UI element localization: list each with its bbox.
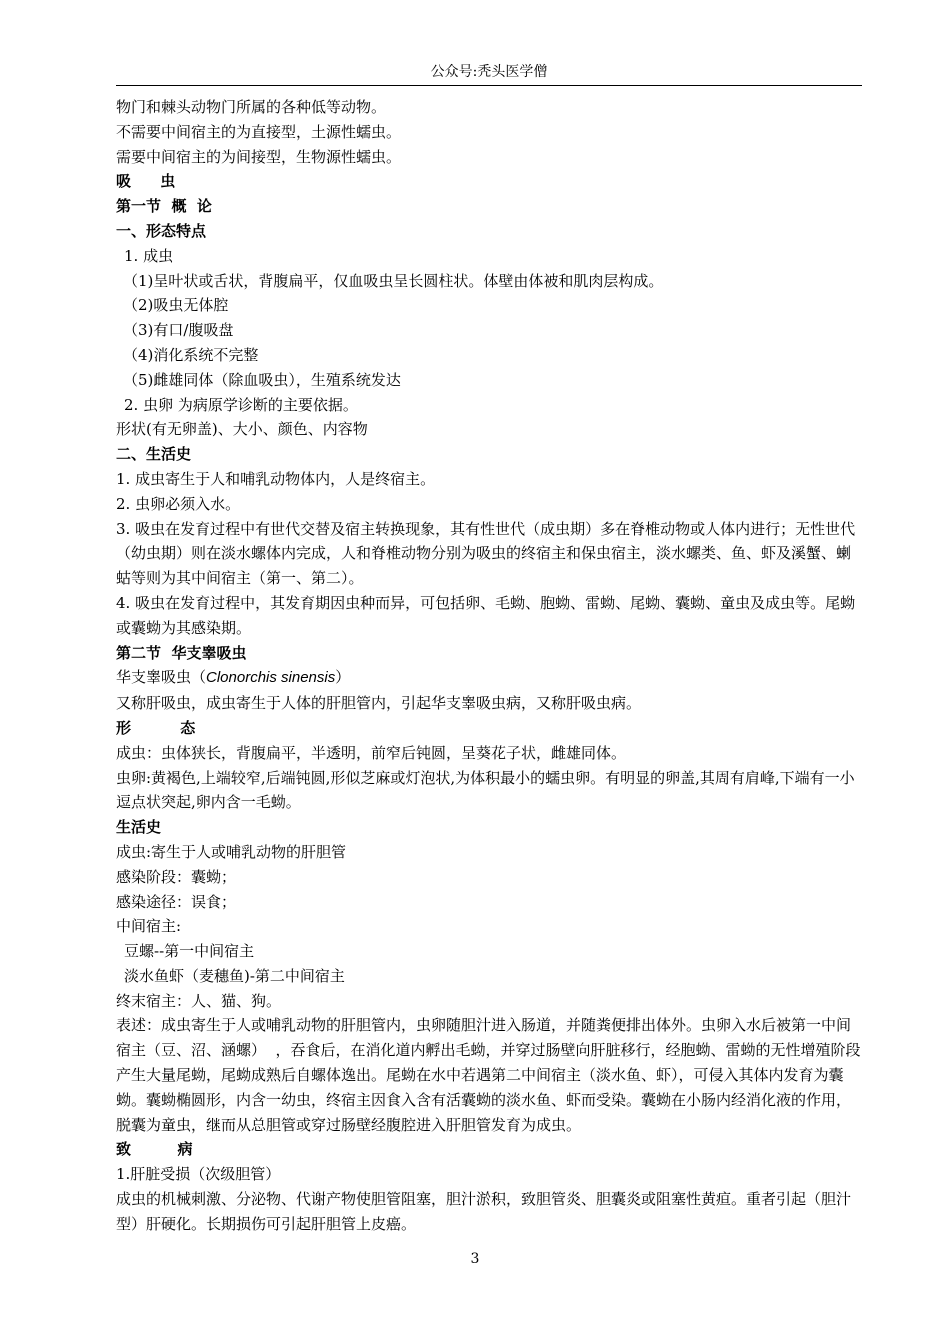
text-line: 1. 成虫 <box>124 246 174 265</box>
text-line: 需要中间宿主的为间接型，生物源性蠕虫。 <box>116 147 402 166</box>
text-line: 1.肝脏受损（次级胆管） <box>116 1165 281 1184</box>
latin-name: Clonorchis sinensis <box>206 669 336 687</box>
document-body <box>116 95 864 1237</box>
subsection-heading: 生活史 <box>116 818 162 837</box>
list-item: （5)雌雄同体（除血吸虫），生殖系统发达 <box>123 370 401 389</box>
list-item: （4)消化系统不完整 <box>123 345 259 364</box>
paragraph: 虫卵:黄褐色,上端较窄,后端钝圆,形似芝麻或灯泡状,为体积最小的蠕虫卵。有明显的卵盖,其周有肩峰,下端有一小逗点状突起,卵内含一毛蚴。 <box>116 768 855 812</box>
page-header: 公众号:秃头医学僧 <box>430 64 548 80</box>
subsection-heading: 二、生活史 <box>116 445 192 464</box>
list-item: （1)呈叶状或舌状，背腹扁平，仅血吸虫呈长圆柱状。体壁由体被和肌肉层构成。 <box>123 271 664 290</box>
text-line: 1. 成虫寄生于人和哺乳动物体内，人是终宿主。 <box>116 469 436 488</box>
paragraph: 3. 吸虫在发育过程中有世代交替及宿主转换现象，其有性世代（成虫期）多在脊椎动物或人体内进行；无性世代（幼虫期）则在淡水螺体内完成，人和脊椎动物分别为吸虫的终宿主和保虫宿主，淡水螺类、鱼、虾及溪蟹、蝲蛄等则为其中间宿主（第一、第二）。 <box>116 519 856 588</box>
section-heading: 吸 虫 <box>116 172 188 191</box>
text-line: 不需要中间宿主的为直接型，土源性蠕虫。 <box>116 122 402 141</box>
text-line: 感染途径：误食； <box>116 892 237 911</box>
text-line: 2. 虫卵 为病原学诊断的主要依据。 <box>124 395 358 414</box>
subsection-heading: 致 病 <box>116 1140 205 1159</box>
header-rule <box>116 85 862 86</box>
text-line: 2. 虫卵必须入水。 <box>116 494 241 513</box>
text-line: 中间宿主: <box>116 917 182 936</box>
subsection-heading: 形 态 <box>116 718 218 737</box>
paragraph: 成虫的机械刺激、分泌物、代谢产物使胆管阻塞，胆汁淤积，致胆管炎、胆囊炎或阻塞性黄疸。重者引起（胆汁型）肝硬化。长期损伤可引起肝胆管上皮癌。 <box>116 1190 852 1233</box>
page-number: 3 <box>470 1251 480 1267</box>
text-line: 淡水鱼虾（麦穗鱼)-第二中间宿主 <box>124 966 345 985</box>
species-name-prefix: 华支睾吸虫（ <box>116 668 207 687</box>
text-line: 成虫：虫体狭长，背腹扁平，半透明，前窄后钝圆，呈葵花子状，雌雄同体。 <box>116 743 627 762</box>
text-line: 终末宿主：人、猫、狗。 <box>116 991 282 1010</box>
species-name-suffix: ） <box>335 668 351 687</box>
paragraph: 表述：成虫寄生于人或哺乳动物的肝胆管内，虫卵随胆汁进入肠道，并随粪便排出体外。虫卵入水后被第一中间宿主（豆、沼、涵螺） ，吞食后，在消化道内孵出毛蚴，并穿过肠壁向肝脏移行，经胞蚴、雷蚴的无性增殖阶段产生大量尾蚴，尾蚴成熟后自螺体逸出。尾蚴在水中若遇第二中间宿主（淡水鱼、虾），可侵入其体内发育为囊蚴。囊蚴椭圆形，内含一幼虫，终宿主因食入含有活囊蚴的淡水鱼、虾而受染。囊蚴在小肠内经消化液的作用，脱囊为童虫，继而从总胆管或穿过肠壁经腹腔进入肝胆管发育为成虫。 <box>116 1016 861 1134</box>
list-item: （3)有口/腹吸盘 <box>123 321 234 340</box>
list-item: （2)吸虫无体腔 <box>123 296 229 315</box>
section-heading: 第二节 华支睾吸虫 <box>116 643 247 662</box>
section-heading: 第一节 概 论 <box>116 197 212 216</box>
subsection-heading: 一、形态特点 <box>116 221 207 240</box>
text-line: 成虫:寄生于人或哺乳动物的肝胆管 <box>116 842 347 861</box>
species-line <box>116 665 864 691</box>
text-line: 形状(有无卵盖)、大小、颜色、内容物 <box>116 420 368 439</box>
text-line: 物门和棘头动物门所属的各种低等动物。 <box>116 98 387 116</box>
text-line: 又称肝吸虫，成虫寄生于人体的肝胆管内，引起华支睾吸虫病，又称肝吸虫病。 <box>116 694 642 713</box>
text-line: 感染阶段：囊蚴； <box>116 867 237 886</box>
paragraph: 4. 吸虫在发育过程中，其发育期因虫种而异，可包括卵、毛蚴、胞蚴、雷蚴、尾蚴、囊蚴、童虫及成虫等。尾蚴或囊蚴为其感染期。 <box>116 593 856 637</box>
text-line: 豆螺--第一中间宿主 <box>124 942 255 961</box>
